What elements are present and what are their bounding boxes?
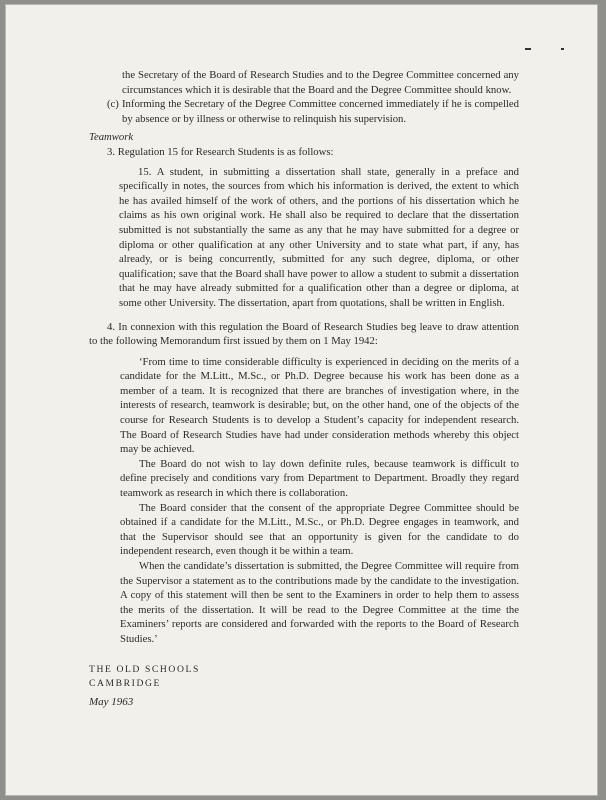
scan-mark (525, 48, 531, 50)
signature-date: May 1963 (89, 695, 134, 708)
continuation-paragraph: the Secretary of the Board of Research Studies and to the Degree Committee concerned any circumstances which it is desirable that the Board and the Degree Committee should know. (122, 69, 519, 96)
document-page (5, 4, 598, 796)
regulation-15-text: 15. A student, in submitting a dissertation shall state, generally in a preface and specifically in notes, the sources from which his information is derived, the extent to which he has availed himself of the work of others, and the portions of his dissertation which he claims as his own original work. He shall also be required to declare that the dissertation submitted is not substantially the same as any that he may have submitted for a degree or diploma or other qualification at any other University and to state what part, if any, has already, or is being concurrently, submitted for any such degree, diploma, or other qualification; save that the Board shall have power to allow a student to submit a dissertation that he may have already submitted for a qualification other than a degree or diploma, at some other University. The dissertation, apart from quotations, shall be written in English. (119, 165, 519, 309)
list-item-c (89, 97, 519, 126)
memorandum-paragraph: When the candidate’s dissertation is submitted, the Degree Committee will require from the Supervisor a statement as to the contributions made by the candidate to the investigation. A copy of this statement will then be sent to the Examiners in order to help them to assess the merits of the dissertation. It will be read to the Degree Committee at the time the Examiners’ reports are considered and forwarded with the reports to the Board of Research Studies.’ (120, 560, 519, 645)
memorandum-paragraph: ‘From time to time considerable difficulty is experienced in deciding on the merits of a candidate for the M.Litt., M.Sc., or Ph.D. Degree because his work has been done as a member of a team. It is recognized that there are branches of investigation where, in the interests of research, teamwork is desirable; but, on the other hand, one of the objects of the course for Research Students is to develop a Student’s capacity for independent research. The Board of Research Studies have had under consideration methods whereby this object may be achieved. (120, 355, 519, 456)
list-item-text: Informing the Secretary of the Degree Committee concerned immediately if he is compelled by absence or by illness or otherwise to relinquish his supervision. (122, 98, 519, 125)
memorandum-paragraph: The Board do not wish to lay down definite rules, because teamwork is difficult to define precisely and conditions vary from Department to Department. Broadly they regard teamwork as research in which there is collaboration. (120, 457, 519, 500)
regulation-quote (89, 165, 519, 311)
paragraph-4: 4. In connexion with this regulation the Board of Research Studies beg leave to draw attention to the following Memorandum first issued by them on 1 May 1942: (89, 320, 519, 348)
memorandum-paragraph: The Board consider that the consent of the appropriate Degree Committee should be obtained if a candidate for the M.Litt., M.Sc., or Ph.D. Degree engages in teamwork, and that the Supervisor should see that an opportunity is given for the candidate to do independent research, even though it be within a team. (120, 501, 519, 558)
section-heading: Teamwork (89, 131, 134, 144)
signature-line-2: CAMBRIDGE (89, 677, 161, 689)
memorandum (89, 355, 519, 647)
document-body (89, 68, 519, 709)
scan-mark (561, 48, 564, 50)
signature-line-1: THE OLD SCHOOLS (89, 663, 200, 675)
paragraph-3: 3. Regulation 15 for Research Students is as follows: (107, 145, 334, 158)
signature-block (89, 663, 519, 691)
list-item-label: (c) (107, 98, 119, 111)
